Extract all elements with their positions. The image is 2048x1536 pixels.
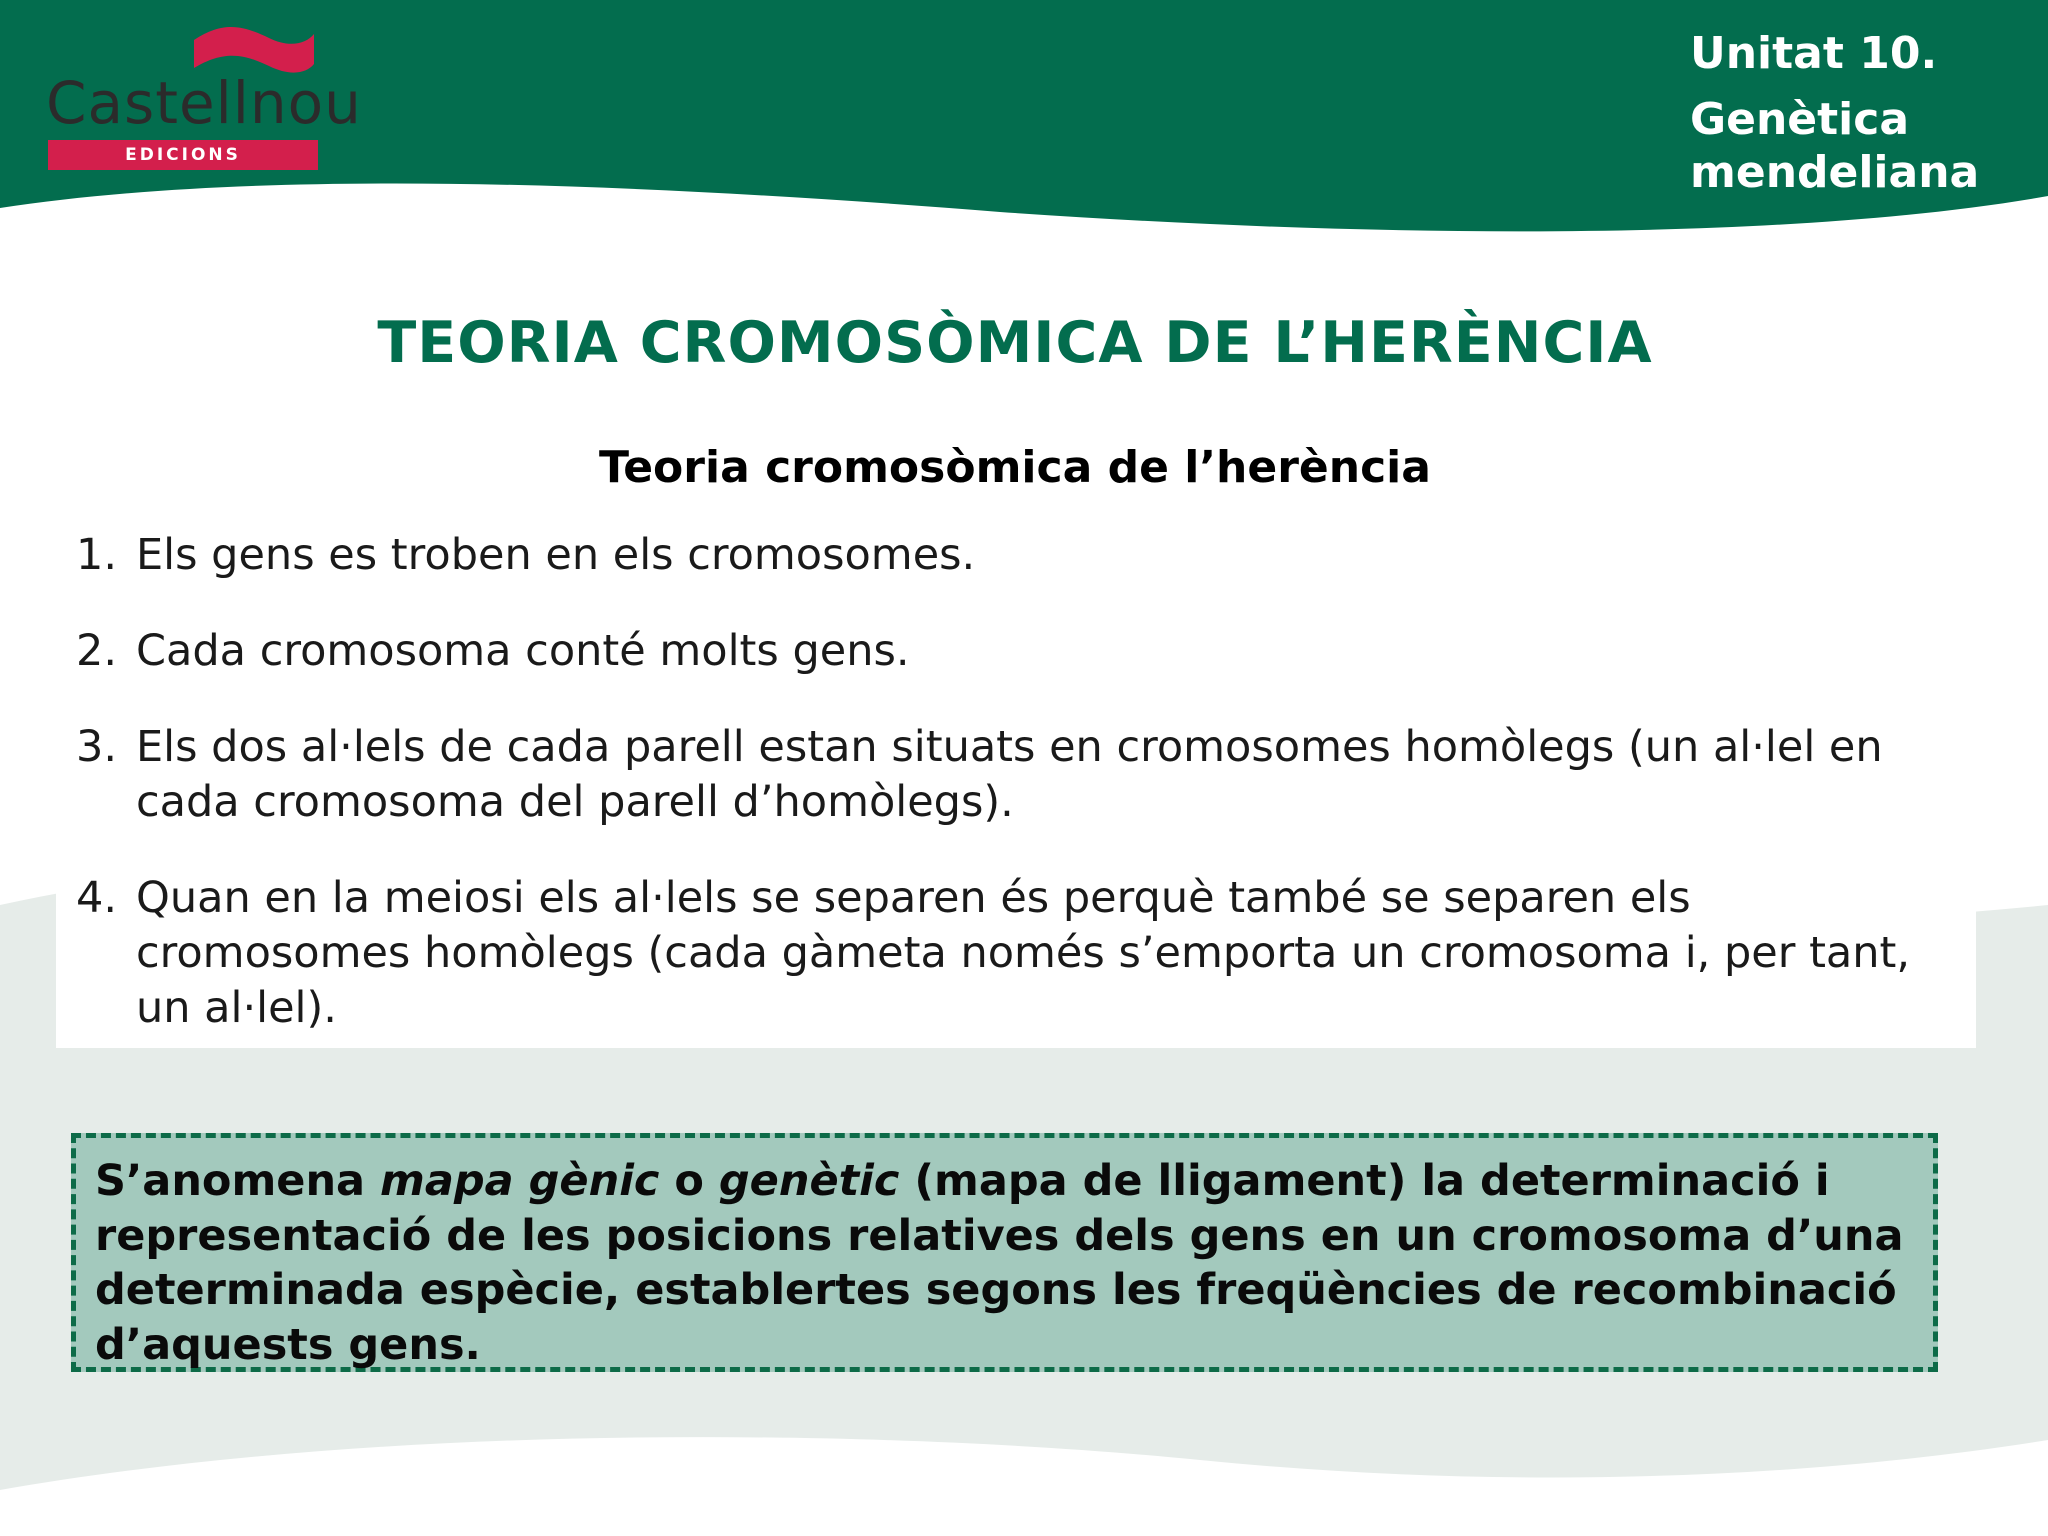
list-item bbox=[76, 528, 1976, 583]
section-title: Teoria cromosòmica de l’herència bbox=[599, 442, 1431, 493]
list-item-number: 4. bbox=[76, 873, 118, 923]
unit-subject: Genètica mendeliana bbox=[1690, 93, 1980, 199]
castellnou-logo bbox=[44, 18, 362, 165]
list-item-number: 3. bbox=[76, 722, 118, 772]
logo-tagline: EDICIONS bbox=[48, 140, 318, 170]
definition-text-part: (mapa de lligament) la determinació i representació de les posicions relatives dels gens en un cromosoma d’una determinada espècie, establertes segons les freqüències de recombinació d’aquests gens. bbox=[95, 1156, 1904, 1370]
page-title: TEORIA CROMOSÒMICA DE L’HERÈNCIA bbox=[377, 310, 1653, 376]
list-item-text: Els dos al·lels de cada parell estan situats en cromosomes homòlegs (un al·lel en cada cromosoma del parell d’homòlegs). bbox=[136, 722, 1883, 827]
definition-term: genètic bbox=[718, 1156, 900, 1206]
list-item-number: 1. bbox=[76, 530, 118, 580]
list-item-text: Cada cromosoma conté molts gens. bbox=[136, 626, 910, 676]
unit-title: Unitat 10. bbox=[1690, 28, 1938, 79]
points-list bbox=[76, 528, 1976, 1077]
definition-term: mapa gènic bbox=[380, 1156, 660, 1206]
list-item-number: 2. bbox=[76, 626, 118, 676]
list-item bbox=[76, 624, 1976, 679]
definition-text-part: o bbox=[659, 1156, 719, 1206]
list-item bbox=[76, 871, 1976, 1036]
list-item bbox=[76, 720, 1976, 830]
definition-box bbox=[71, 1133, 1938, 1372]
unit-header bbox=[1690, 28, 2030, 200]
list-item-text: Quan en la meiosi els al·lels se separen és perquè també se separen els cromosomes homòlegs (cada gàmeta només s’emporta un cromosoma i, per tant, un al·lel). bbox=[136, 873, 1911, 1033]
list-item-text: Els gens es troben en els cromosomes. bbox=[136, 530, 976, 580]
definition-text-part: S’anomena bbox=[95, 1156, 381, 1206]
logo-name: Castellnou bbox=[46, 69, 362, 137]
